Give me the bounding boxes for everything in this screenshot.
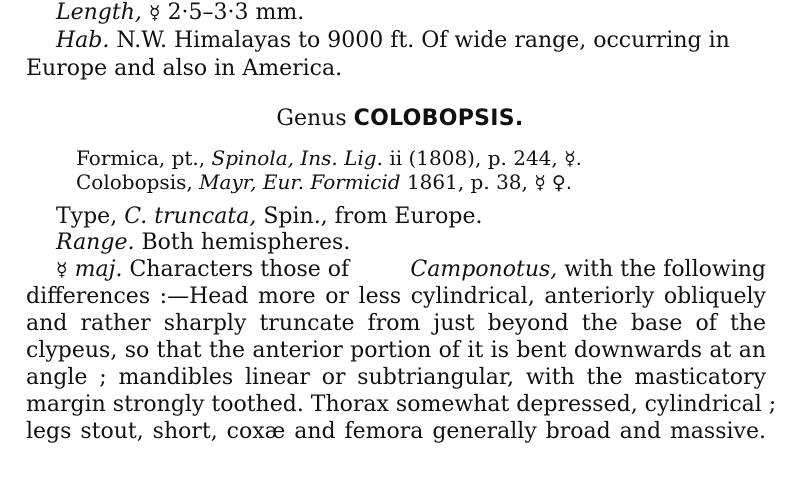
- length-line: [56, 0, 304, 26]
- description-line-7: legs stout, short, coxæ and femora generally broad and massive.: [26, 419, 766, 444]
- genus-heading: [0, 106, 800, 132]
- synonym-start: Formica, pt.,: [76, 146, 206, 170]
- hab-text-2: Europe and also in America.: [26, 56, 343, 81]
- range-label: Range.: [56, 230, 135, 255]
- description-line-4: clypeus, so that the anterior portion of it is bent downwards at an: [26, 338, 766, 363]
- caste-label: maj.: [74, 257, 123, 282]
- synonym-line-1: [76, 146, 582, 171]
- hab-text-1: N.W. Himalayas to 9000 ft. Of wide range, occurring in: [116, 28, 730, 53]
- genus-reference: Camponotus,: [410, 257, 558, 282]
- type-rest: Spin., from Europe.: [263, 204, 483, 229]
- description-text: with the following: [564, 257, 766, 282]
- description-line-3: and rather sharply truncate from just beyond the base of the: [26, 311, 766, 336]
- type-label: Type,: [56, 204, 118, 229]
- synonym-rest: ii (1808), p. 244,: [389, 146, 558, 170]
- synonym-rest: 1861, p. 38,: [406, 170, 528, 194]
- genus-prefix: Genus: [276, 106, 347, 131]
- description-line-1: [56, 257, 766, 283]
- type-species: C. truncata,: [124, 204, 257, 229]
- range-line: [56, 230, 350, 256]
- synonym-author: Spinola,: [211, 146, 294, 170]
- length-value: 2·5–3·3 mm.: [167, 0, 305, 25]
- caste-symbols: ☿ ♀.: [534, 172, 572, 194]
- description-line-2: differences :—Head more or less cylindrical, anteriorly obliquely: [26, 284, 766, 309]
- habitat-line-2: [26, 56, 342, 82]
- worker-symbol: ☿: [56, 259, 68, 281]
- habitat-line: [56, 28, 730, 54]
- range-text: Both hemispheres.: [141, 230, 351, 255]
- description-text: Characters those of: [129, 257, 350, 282]
- description-line-5: angle ; mandibles linear or subtriangular, with the masticatory: [26, 365, 766, 390]
- synonym-work: Ins. Lig.: [300, 146, 383, 170]
- worker-symbol: ☿: [148, 2, 161, 24]
- hab-label: Hab.: [56, 28, 110, 53]
- synonym-work: Eur. Formicid: [262, 170, 401, 194]
- genus-name: COLOBOPSIS.: [353, 106, 524, 131]
- description-line-6: margin strongly toothed. Thorax somewhat depressed, cylindrical ;: [26, 392, 777, 417]
- type-line: [56, 204, 483, 230]
- caste-symbols: ☿.: [564, 148, 582, 170]
- synonym-start: Colobopsis,: [76, 170, 193, 194]
- synonym-line-2: [76, 170, 572, 195]
- length-label: Length,: [56, 0, 142, 25]
- synonym-author: Mayr,: [199, 170, 257, 194]
